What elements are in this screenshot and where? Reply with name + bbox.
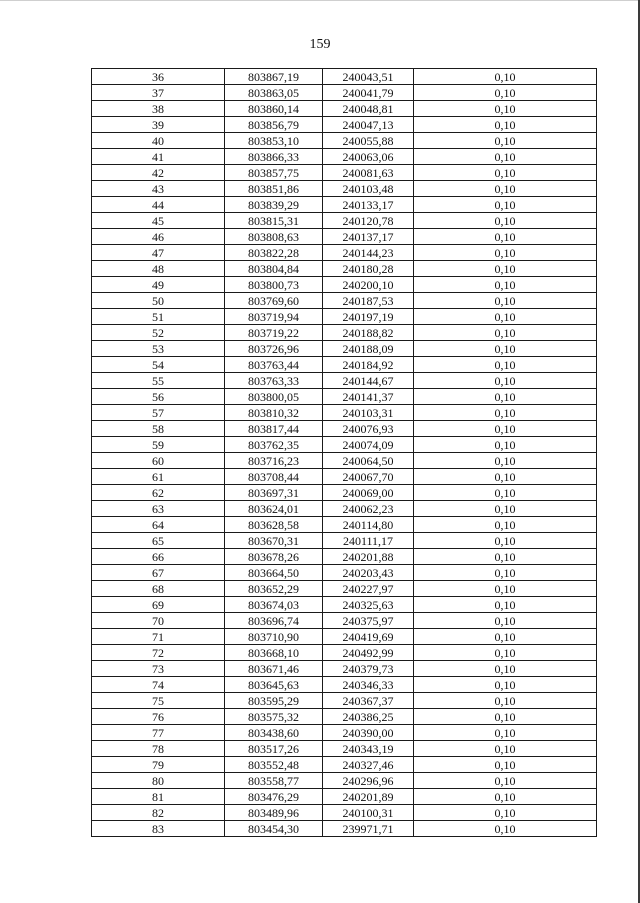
coordinate-y-cell: 240081,63 xyxy=(323,165,414,181)
point-number-cell: 58 xyxy=(92,421,225,437)
coordinate-y-cell: 240386,25 xyxy=(323,709,414,725)
precision-cell: 0,10 xyxy=(414,341,597,357)
point-number-cell: 38 xyxy=(92,101,225,117)
precision-cell: 0,10 xyxy=(414,469,597,485)
point-number-cell: 75 xyxy=(92,693,225,709)
table-row xyxy=(92,741,597,757)
scan-top-edge xyxy=(0,0,640,5)
coordinate-y-cell: 240144,23 xyxy=(323,245,414,261)
coordinate-x-cell: 803552,48 xyxy=(225,757,323,773)
coordinate-x-cell: 803489,96 xyxy=(225,805,323,821)
coordinate-x-cell: 803595,29 xyxy=(225,693,323,709)
table-row xyxy=(92,85,597,101)
table-row xyxy=(92,533,597,549)
point-number-cell: 59 xyxy=(92,437,225,453)
table-row xyxy=(92,485,597,501)
point-number-cell: 36 xyxy=(92,69,225,85)
coordinate-y-cell: 240069,00 xyxy=(323,485,414,501)
table-row xyxy=(92,149,597,165)
coordinate-y-cell: 240325,63 xyxy=(323,597,414,613)
coordinate-x-cell: 803624,01 xyxy=(225,501,323,517)
precision-cell: 0,10 xyxy=(414,325,597,341)
precision-cell: 0,10 xyxy=(414,405,597,421)
table-row xyxy=(92,693,597,709)
table-row xyxy=(92,165,597,181)
point-number-cell: 55 xyxy=(92,373,225,389)
table-row xyxy=(92,101,597,117)
coordinate-y-cell: 240047,13 xyxy=(323,117,414,133)
precision-cell: 0,10 xyxy=(414,389,597,405)
coordinate-x-cell: 803668,10 xyxy=(225,645,323,661)
point-number-cell: 74 xyxy=(92,677,225,693)
coordinate-x-cell: 803558,77 xyxy=(225,773,323,789)
precision-cell: 0,10 xyxy=(414,725,597,741)
point-number-cell: 70 xyxy=(92,613,225,629)
precision-cell: 0,10 xyxy=(414,357,597,373)
coordinate-y-cell: 240055,88 xyxy=(323,133,414,149)
precision-cell: 0,10 xyxy=(414,309,597,325)
point-number-cell: 62 xyxy=(92,485,225,501)
point-number-cell: 53 xyxy=(92,341,225,357)
precision-cell: 0,10 xyxy=(414,549,597,565)
precision-cell: 0,10 xyxy=(414,85,597,101)
coordinate-y-cell: 240137,17 xyxy=(323,229,414,245)
coordinate-x-cell: 803726,96 xyxy=(225,341,323,357)
coordinate-y-cell: 240188,09 xyxy=(323,341,414,357)
table-row xyxy=(92,181,597,197)
coordinate-x-cell: 803769,60 xyxy=(225,293,323,309)
point-number-cell: 57 xyxy=(92,405,225,421)
coordinate-x-cell: 803800,05 xyxy=(225,389,323,405)
coordinate-y-cell: 240367,37 xyxy=(323,693,414,709)
coordinate-x-cell: 803822,28 xyxy=(225,245,323,261)
table-row xyxy=(92,421,597,437)
coordinate-x-cell: 803860,14 xyxy=(225,101,323,117)
table-row xyxy=(92,805,597,821)
precision-cell: 0,10 xyxy=(414,277,597,293)
precision-cell: 0,10 xyxy=(414,709,597,725)
table-row xyxy=(92,229,597,245)
coordinate-y-cell: 240227,97 xyxy=(323,581,414,597)
point-number-cell: 44 xyxy=(92,197,225,213)
point-number-cell: 50 xyxy=(92,293,225,309)
precision-cell: 0,10 xyxy=(414,197,597,213)
table-row xyxy=(92,293,597,309)
table-row xyxy=(92,341,597,357)
table-row xyxy=(92,133,597,149)
point-number-cell: 51 xyxy=(92,309,225,325)
coordinate-y-cell: 240346,33 xyxy=(323,677,414,693)
table-row xyxy=(92,501,597,517)
coordinate-x-cell: 803851,86 xyxy=(225,181,323,197)
coordinates-table xyxy=(91,68,597,837)
table-row xyxy=(92,245,597,261)
coordinate-x-cell: 803517,26 xyxy=(225,741,323,757)
table-row xyxy=(92,261,597,277)
coordinate-y-cell: 240375,97 xyxy=(323,613,414,629)
precision-cell: 0,10 xyxy=(414,133,597,149)
coordinate-x-cell: 803674,03 xyxy=(225,597,323,613)
table-row xyxy=(92,213,597,229)
precision-cell: 0,10 xyxy=(414,517,597,533)
coordinate-y-cell: 240390,00 xyxy=(323,725,414,741)
point-number-cell: 80 xyxy=(92,773,225,789)
table-row xyxy=(92,325,597,341)
point-number-cell: 63 xyxy=(92,501,225,517)
point-number-cell: 68 xyxy=(92,581,225,597)
coordinate-y-cell: 240111,17 xyxy=(323,533,414,549)
precision-cell: 0,10 xyxy=(414,645,597,661)
coordinate-y-cell: 240103,31 xyxy=(323,405,414,421)
table-row xyxy=(92,469,597,485)
precision-cell: 0,10 xyxy=(414,741,597,757)
coordinate-x-cell: 803438,60 xyxy=(225,725,323,741)
coordinate-y-cell: 240048,81 xyxy=(323,101,414,117)
table-row xyxy=(92,821,597,837)
point-number-cell: 41 xyxy=(92,149,225,165)
coordinate-y-cell: 240419,69 xyxy=(323,629,414,645)
table-row xyxy=(92,725,597,741)
point-number-cell: 69 xyxy=(92,597,225,613)
point-number-cell: 79 xyxy=(92,757,225,773)
coordinate-x-cell: 803800,73 xyxy=(225,277,323,293)
table-row xyxy=(92,629,597,645)
coordinate-y-cell: 240200,10 xyxy=(323,277,414,293)
point-number-cell: 45 xyxy=(92,213,225,229)
coordinate-y-cell: 240076,93 xyxy=(323,421,414,437)
precision-cell: 0,10 xyxy=(414,613,597,629)
table-row xyxy=(92,597,597,613)
coordinate-x-cell: 803763,44 xyxy=(225,357,323,373)
coordinate-x-cell: 803670,31 xyxy=(225,533,323,549)
coordinate-x-cell: 803645,63 xyxy=(225,677,323,693)
coordinate-x-cell: 803697,31 xyxy=(225,485,323,501)
coordinate-y-cell: 240201,89 xyxy=(323,789,414,805)
precision-cell: 0,10 xyxy=(414,261,597,277)
coordinate-x-cell: 803664,50 xyxy=(225,565,323,581)
coordinate-y-cell: 240187,53 xyxy=(323,293,414,309)
point-number-cell: 82 xyxy=(92,805,225,821)
precision-cell: 0,10 xyxy=(414,485,597,501)
table-row xyxy=(92,517,597,533)
point-number-cell: 78 xyxy=(92,741,225,757)
precision-cell: 0,10 xyxy=(414,117,597,133)
point-number-cell: 46 xyxy=(92,229,225,245)
coordinate-y-cell: 240296,96 xyxy=(323,773,414,789)
coordinate-x-cell: 803808,63 xyxy=(225,229,323,245)
coordinate-x-cell: 803719,94 xyxy=(225,309,323,325)
coordinate-y-cell: 240041,79 xyxy=(323,85,414,101)
precision-cell: 0,10 xyxy=(414,805,597,821)
coordinate-y-cell: 240492,99 xyxy=(323,645,414,661)
precision-cell: 0,10 xyxy=(414,213,597,229)
precision-cell: 0,10 xyxy=(414,757,597,773)
coordinate-x-cell: 803866,33 xyxy=(225,149,323,165)
precision-cell: 0,10 xyxy=(414,245,597,261)
table-row xyxy=(92,613,597,629)
coordinate-x-cell: 803652,29 xyxy=(225,581,323,597)
precision-cell: 0,10 xyxy=(414,661,597,677)
point-number-cell: 67 xyxy=(92,565,225,581)
coordinate-y-cell: 240201,88 xyxy=(323,549,414,565)
coordinate-x-cell: 803853,10 xyxy=(225,133,323,149)
table-row xyxy=(92,389,597,405)
coordinate-x-cell: 803696,74 xyxy=(225,613,323,629)
point-number-cell: 76 xyxy=(92,709,225,725)
coordinate-y-cell: 240327,46 xyxy=(323,757,414,773)
precision-cell: 0,10 xyxy=(414,789,597,805)
coordinate-x-cell: 803817,44 xyxy=(225,421,323,437)
table-row xyxy=(92,69,597,85)
coordinate-x-cell: 803716,23 xyxy=(225,453,323,469)
table-row xyxy=(92,549,597,565)
table-row xyxy=(92,357,597,373)
table-row xyxy=(92,405,597,421)
table-row xyxy=(92,645,597,661)
point-number-cell: 81 xyxy=(92,789,225,805)
point-number-cell: 52 xyxy=(92,325,225,341)
table-row xyxy=(92,773,597,789)
table-row xyxy=(92,373,597,389)
precision-cell: 0,10 xyxy=(414,773,597,789)
coordinate-y-cell: 240120,78 xyxy=(323,213,414,229)
point-number-cell: 48 xyxy=(92,261,225,277)
table-row xyxy=(92,197,597,213)
table-row xyxy=(92,117,597,133)
point-number-cell: 61 xyxy=(92,469,225,485)
precision-cell: 0,10 xyxy=(414,565,597,581)
precision-cell: 0,10 xyxy=(414,581,597,597)
precision-cell: 0,10 xyxy=(414,677,597,693)
coordinate-x-cell: 803575,32 xyxy=(225,709,323,725)
page-number: 159 xyxy=(309,37,331,52)
coordinate-x-cell: 803710,90 xyxy=(225,629,323,645)
point-number-cell: 60 xyxy=(92,453,225,469)
point-number-cell: 77 xyxy=(92,725,225,741)
precision-cell: 0,10 xyxy=(414,437,597,453)
coordinate-x-cell: 803856,79 xyxy=(225,117,323,133)
precision-cell: 0,10 xyxy=(414,229,597,245)
coordinate-y-cell: 240064,50 xyxy=(323,453,414,469)
coordinate-y-cell: 240379,73 xyxy=(323,661,414,677)
coordinate-y-cell: 240188,82 xyxy=(323,325,414,341)
coordinate-x-cell: 803810,32 xyxy=(225,405,323,421)
precision-cell: 0,10 xyxy=(414,453,597,469)
coordinate-y-cell: 240343,19 xyxy=(323,741,414,757)
coordinate-x-cell: 803867,19 xyxy=(225,69,323,85)
table-row xyxy=(92,661,597,677)
table-row xyxy=(92,757,597,773)
coordinate-y-cell: 240144,67 xyxy=(323,373,414,389)
coordinate-y-cell: 240197,19 xyxy=(323,309,414,325)
precision-cell: 0,10 xyxy=(414,69,597,85)
precision-cell: 0,10 xyxy=(414,373,597,389)
precision-cell: 0,10 xyxy=(414,181,597,197)
precision-cell: 0,10 xyxy=(414,149,597,165)
coordinate-x-cell: 803763,33 xyxy=(225,373,323,389)
coordinate-y-cell: 239971,71 xyxy=(323,821,414,837)
table-row xyxy=(92,709,597,725)
table-row xyxy=(92,453,597,469)
coordinate-x-cell: 803628,58 xyxy=(225,517,323,533)
coordinate-x-cell: 803839,29 xyxy=(225,197,323,213)
coordinate-x-cell: 803454,30 xyxy=(225,821,323,837)
table-row xyxy=(92,581,597,597)
point-number-cell: 66 xyxy=(92,549,225,565)
point-number-cell: 47 xyxy=(92,245,225,261)
coordinates-table-body xyxy=(92,69,597,837)
table-row xyxy=(92,789,597,805)
coordinate-x-cell: 803863,05 xyxy=(225,85,323,101)
coordinate-y-cell: 240067,70 xyxy=(323,469,414,485)
precision-cell: 0,10 xyxy=(414,101,597,117)
coordinate-x-cell: 803671,46 xyxy=(225,661,323,677)
coordinate-y-cell: 240203,43 xyxy=(323,565,414,581)
table-row xyxy=(92,437,597,453)
point-number-cell: 56 xyxy=(92,389,225,405)
point-number-cell: 43 xyxy=(92,181,225,197)
coordinate-y-cell: 240184,92 xyxy=(323,357,414,373)
point-number-cell: 40 xyxy=(92,133,225,149)
coordinate-y-cell: 240074,09 xyxy=(323,437,414,453)
precision-cell: 0,10 xyxy=(414,421,597,437)
coordinate-y-cell: 240141,37 xyxy=(323,389,414,405)
point-number-cell: 64 xyxy=(92,517,225,533)
coordinate-y-cell: 240180,28 xyxy=(323,261,414,277)
precision-cell: 0,10 xyxy=(414,165,597,181)
table-row xyxy=(92,309,597,325)
table-row xyxy=(92,277,597,293)
point-number-cell: 73 xyxy=(92,661,225,677)
coordinate-y-cell: 240063,06 xyxy=(323,149,414,165)
coordinate-x-cell: 803476,29 xyxy=(225,789,323,805)
precision-cell: 0,10 xyxy=(414,501,597,517)
precision-cell: 0,10 xyxy=(414,693,597,709)
point-number-cell: 54 xyxy=(92,357,225,373)
point-number-cell: 65 xyxy=(92,533,225,549)
point-number-cell: 39 xyxy=(92,117,225,133)
table-row xyxy=(92,677,597,693)
coordinate-y-cell: 240114,80 xyxy=(323,517,414,533)
point-number-cell: 71 xyxy=(92,629,225,645)
point-number-cell: 49 xyxy=(92,277,225,293)
precision-cell: 0,10 xyxy=(414,293,597,309)
point-number-cell: 37 xyxy=(92,85,225,101)
point-number-cell: 83 xyxy=(92,821,225,837)
coordinate-x-cell: 803815,31 xyxy=(225,213,323,229)
precision-cell: 0,10 xyxy=(414,533,597,549)
table-row xyxy=(92,565,597,581)
coordinate-y-cell: 240062,23 xyxy=(323,501,414,517)
coordinate-x-cell: 803678,26 xyxy=(225,549,323,565)
point-number-cell: 72 xyxy=(92,645,225,661)
coordinate-x-cell: 803804,84 xyxy=(225,261,323,277)
coordinate-y-cell: 240133,17 xyxy=(323,197,414,213)
point-number-cell: 42 xyxy=(92,165,225,181)
coordinate-x-cell: 803719,22 xyxy=(225,325,323,341)
coordinate-x-cell: 803857,75 xyxy=(225,165,323,181)
coordinate-y-cell: 240100,31 xyxy=(323,805,414,821)
precision-cell: 0,10 xyxy=(414,821,597,837)
coordinate-x-cell: 803762,35 xyxy=(225,437,323,453)
precision-cell: 0,10 xyxy=(414,629,597,645)
coordinate-y-cell: 240043,51 xyxy=(323,69,414,85)
coordinate-x-cell: 803708,44 xyxy=(225,469,323,485)
precision-cell: 0,10 xyxy=(414,597,597,613)
coordinate-y-cell: 240103,48 xyxy=(323,181,414,197)
